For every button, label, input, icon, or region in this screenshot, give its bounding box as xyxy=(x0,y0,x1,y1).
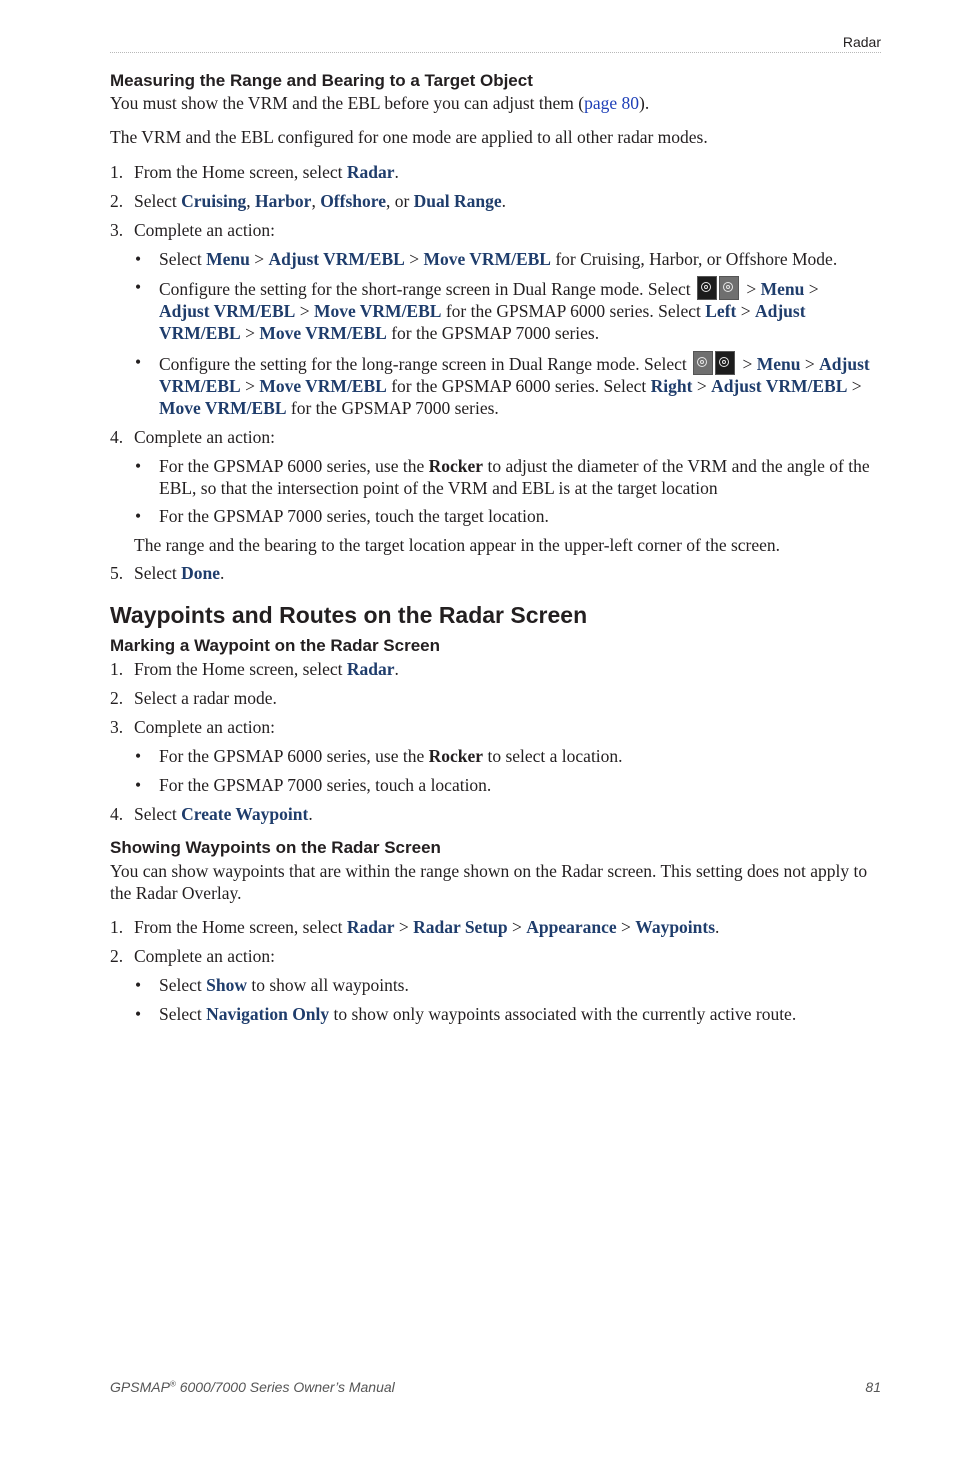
radar-command: Radar xyxy=(346,162,395,182)
page-80-link[interactable]: page 80 xyxy=(584,93,639,113)
step-2: 2. Select Cruising, Harbor, Offshore, or Dual Range. xyxy=(110,191,507,211)
running-header: Radar xyxy=(842,34,881,50)
mark-step-3: 3. Complete an action: xyxy=(110,717,275,737)
show-step-1: 1. From the Home screen, select Radar > Radar Setup > Appearance > Waypoints. xyxy=(110,917,720,937)
radar-inactive-icon xyxy=(719,276,739,300)
show-bullet-nav-only: • Select Navigation Only to show only waypoints associated with the currently active route. xyxy=(135,1004,797,1024)
mark-bullet-7000: • For the GPSMAP 7000 series, touch a location. xyxy=(135,775,492,795)
section-title-showing: Showing Waypoints on the Radar Screen xyxy=(110,838,441,857)
show-step-2: 2. Complete an action: xyxy=(110,946,275,966)
bullet-single-mode: • Select Menu > Adjust VRM/EBL > Move VRM/EBL for Cruising, Harbor, or Offshore Mode. xyxy=(135,249,838,269)
bullet-short-range: • Configure the setting for the short-range screen in Dual Range mode. Select > Menu > Adjust VRM/EBL > Move VRM/EBL for the GPSMAP 6000 series. Select Left > Adjust VRM/EBL > Move VRM/EBL for the GPSMAP 7000 series. xyxy=(135,277,819,343)
mark-step-2: 2. Select a radar mode. xyxy=(110,688,277,708)
bullet-6000-rocker: • For the GPSMAP 6000 series, use the Rocker to adjust the diameter of the VRM and the angle of the EBL, so that the intersection point of the VRM and EBL is at the target location xyxy=(135,456,870,498)
paragraph-range-note: The range and the bearing to the target location appear in the upper-left corner of the screen. xyxy=(134,535,781,555)
manual-title: GPSMAP® 6000/7000 Series Owner’s Manual xyxy=(110,1379,395,1395)
mark-step-4: 4. Select Create Waypoint. xyxy=(110,804,313,824)
step-4: 4. Complete an action: xyxy=(110,427,275,447)
page-content xyxy=(110,68,870,1025)
step-3: 3. Complete an action: xyxy=(110,220,275,240)
radar-active-icon xyxy=(697,276,717,300)
paragraph-vrm-modes: The VRM and the EBL configured for one mode are applied to all other radar modes. xyxy=(110,127,708,147)
bullet-7000-touch: • For the GPSMAP 7000 series, touch the target location. xyxy=(135,506,549,526)
step-1: 1. From the Home screen, select Radar. xyxy=(110,162,399,182)
show-bullet-all: • Select Show to show all waypoints. xyxy=(135,975,409,995)
step-5: 5. Select Done. xyxy=(110,563,225,583)
short-range-screen-icon xyxy=(697,276,739,300)
paragraph-vrm-requirement: You must show the VRM and the EBL before you can adjust them (page 80). xyxy=(110,93,650,113)
header-divider xyxy=(110,52,881,53)
paragraph-show-waypoints: You can show waypoints that are within the range shown on the Radar screen. This setting does not apply to the Radar Overlay. xyxy=(110,861,868,903)
mark-bullet-6000: • For the GPSMAP 6000 series, use the Rocker to select a location. xyxy=(135,746,623,766)
section-heading-waypoints: Waypoints and Routes on the Radar Screen xyxy=(110,602,588,628)
radar-active-icon xyxy=(715,351,735,375)
section-title-marking: Marking a Waypoint on the Radar Screen xyxy=(110,636,440,655)
long-range-screen-icon xyxy=(693,351,735,375)
page-footer xyxy=(110,1379,881,1395)
page-number: 81 xyxy=(865,1379,881,1395)
radar-inactive-icon xyxy=(693,351,713,375)
mark-step-1: 1. From the Home screen, select Radar. xyxy=(110,659,399,679)
bullet-long-range: • Configure the setting for the long-range screen in Dual Range mode. Select > Menu > Adjust VRM/EBL > Move VRM/EBL for the GPSMAP 6000 series. Select Right > Adjust VRM/EBL > Move VRM/EBL for the GPSMAP 7000 series. xyxy=(135,352,870,418)
section-title-measuring: Measuring the Range and Bearing to a Target Object xyxy=(110,71,533,90)
